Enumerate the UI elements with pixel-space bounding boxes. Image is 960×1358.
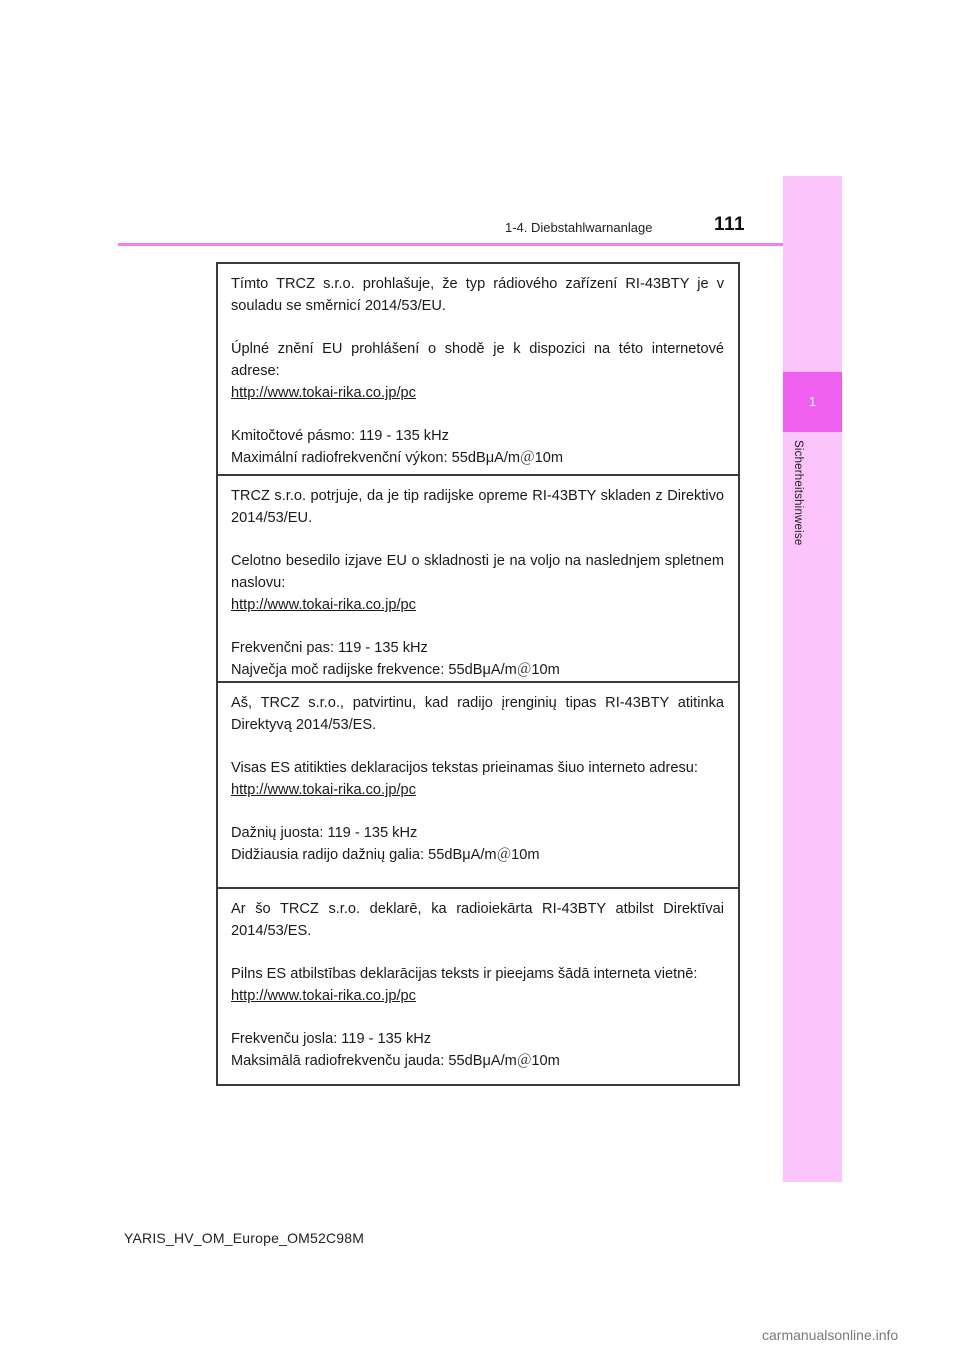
declaration-url-link[interactable]: http://www.tokai-rika.co.jp/pc: [231, 988, 416, 1004]
declaration-text: Ar šo TRCZ s.r.o. deklarē, ka radioiekārta RI-43BTY atbilst Direktīvai 2014/53/ES.: [231, 901, 724, 939]
full-text-info: Celotno besedilo izjave EU o skladnosti je na voljo na naslednjem spletnem naslovu:: [231, 553, 724, 591]
section-title: 1-4. Diebstahlwarnanlage: [505, 220, 653, 235]
chapter-label: Sicherheitshinweise: [792, 440, 804, 546]
full-text-info: Visas ES atitikties deklaracijos tekstas prieinamas šiuo interneto adresu:: [231, 760, 698, 776]
declaration-text: Tímto TRCZ s.r.o. prohlašuje, že typ rádiového zařízení RI-43BTY je v souladu se směrnicí 2014/53/EU.: [231, 276, 724, 314]
page-number: 111: [714, 214, 746, 235]
side-tab: [783, 176, 842, 1182]
declaration-block-latvian: [218, 887, 738, 1084]
declaration-box: [216, 262, 740, 1086]
max-power: Maksimālā radiofrekvenču jauda: 55dBμA/m＠10m: [231, 1053, 560, 1069]
declaration-block-slovenian: [218, 474, 738, 681]
declaration-text: Aš, TRCZ s.r.o., patvirtinu, kad radijo įrenginių tipas RI-43BTY atitinka Direktyvą 2014/53/ES.: [231, 695, 724, 733]
declaration-url-link[interactable]: http://www.tokai-rika.co.jp/pc: [231, 782, 416, 798]
declaration-text: TRCZ s.r.o. potrjuje, da je tip radijske opreme RI-43BTY skladen z Direktivo 2014/53/EU.: [231, 488, 724, 526]
declaration-url-link[interactable]: http://www.tokai-rika.co.jp/pc: [231, 597, 416, 613]
full-text-info: Úplné znění EU prohlášení o shodě je k dispozici na této internetové adrese:: [231, 341, 724, 379]
max-power: Didžiausia radijo dažnių galia: 55dBμA/m＠10m: [231, 847, 540, 863]
full-text-info: Pilns ES atbilstības deklarācijas teksts ir pieejams šādā interneta vietnē:: [231, 966, 698, 982]
max-power: Največja moč radijske frekvence: 55dBμA/m＠10m: [231, 662, 560, 678]
frequency-band: Kmitočtové pásmo: 119 - 135 kHz: [231, 428, 449, 444]
watermark: carmanualsonline.info: [762, 1327, 899, 1343]
frequency-band: Dažnių juosta: 119 - 135 kHz: [231, 825, 418, 841]
declaration-block-lithuanian: [218, 681, 738, 887]
frequency-band: Frekvenču josla: 119 - 135 kHz: [231, 1031, 432, 1047]
chapter-number: 1: [783, 372, 842, 432]
declaration-url-link[interactable]: http://www.tokai-rika.co.jp/pc: [231, 385, 416, 401]
declaration-block-czech: [218, 264, 738, 474]
header-divider: [118, 243, 783, 246]
frequency-band: Frekvenčni pas: 119 - 135 kHz: [231, 640, 428, 656]
document-code: YARIS_HV_OM_Europe_OM52C98M: [124, 1230, 365, 1246]
max-power: Maximální radiofrekvenční výkon: 55dBμA/m＠10m: [231, 450, 564, 466]
